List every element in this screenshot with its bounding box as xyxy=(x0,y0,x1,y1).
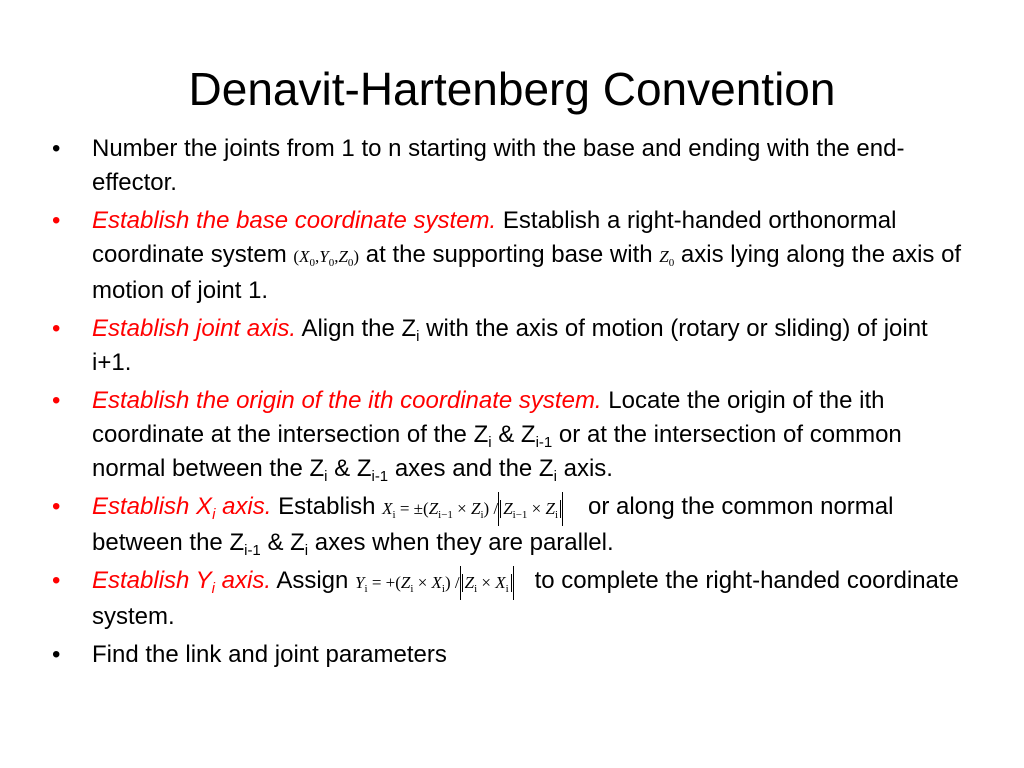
bullet-heading: Establish the origin of the ith coordinate system. xyxy=(92,387,602,414)
math-x-axis-formula: $X_i = \pm(Z_{i-1} \times Z_i) / Z_{i-1} \times Z_i$ xyxy=(382,499,567,518)
bullet-number-joints xyxy=(52,132,962,200)
bullet-joint-axis: • Establish joint axis. Align the $Z_i$ with the axis of motion (rotary or sliding) of joint i+1. xyxy=(52,312,962,380)
bullet-text: with the axis of motion (rotary or sliding) of joint i+1. xyxy=(92,315,928,376)
bullet-marker: • xyxy=(52,387,61,414)
bullet-x-axis: • Establish $X_i$ axis. Establish $X_i = \pm(Z_{i-1} \times Z_i) / Z_{i-1} \times Z_i$ or along the common normal between the $Z_{i-1}$ & $Z_i$ axes when they are parallel. xyxy=(52,490,962,560)
math-y-axis-formula: $Y_i = +(Z_i \times X_i) / Z_i \times X_i$ xyxy=(355,573,518,592)
bullet-y-axis xyxy=(52,564,962,634)
bullet-marker: • xyxy=(52,315,61,342)
bullet-text: Number the joints from 1 to n starting with the base and ending with the end-effector. xyxy=(92,135,905,196)
bullet-text: axis lying along the axis of motion of joint 1. xyxy=(92,241,962,304)
bullet-marker: • xyxy=(52,207,61,234)
bullet-text: Find the link and joint parameters xyxy=(92,641,447,668)
bullet-text: at the supporting base with xyxy=(359,241,660,268)
bullet-text: Locate the origin of the ith coordinate at the intersection of the Z xyxy=(92,387,885,448)
bullet-marker: • xyxy=(52,567,61,594)
bullet-text: Establish a right-handed orthonormal coordinate system xyxy=(92,207,897,268)
bullet-text: or along the common normal between the Z xyxy=(92,493,894,556)
bullet-text: Align the Z xyxy=(296,315,417,342)
bullet-text: Establish xyxy=(271,493,383,520)
bullet-list xyxy=(52,132,962,676)
bullet-heading: Establish joint axis. xyxy=(92,315,297,342)
math-z0: $Z_0$ xyxy=(659,247,675,269)
bullet-text: to complete the right-handed coordinate system. xyxy=(92,567,959,630)
bullet-link-joint-parameters xyxy=(52,638,962,672)
bullet-heading: Establish $X_i$ axis. xyxy=(92,493,272,523)
bullet-heading: Establish $Y_i$ axis. xyxy=(92,567,271,597)
bullet-base-coordinate-system xyxy=(52,204,962,308)
bullet-text: Assign xyxy=(270,567,356,594)
math-base-frame: $(X_0,Y_0,Z_0)$ xyxy=(293,247,360,269)
bullet-marker: • xyxy=(52,493,61,520)
bullet-origin-ith-system: • Establish the origin of the ith coordinate system. Locate the origin of the ith coordinate at the intersection of the $Z_i$ & $Z_{i-1}$ or at the intersection of common normal between the $Z_i$ & $Z_{i-1}$ axes and the $Z_i$ axis. xyxy=(52,384,962,486)
bullet-marker: • xyxy=(52,641,61,668)
bullet-marker: • xyxy=(52,135,61,162)
slide-title: Denavit-Hartenberg Convention xyxy=(188,63,836,115)
bullet-heading: Establish the base coordinate system. xyxy=(92,207,497,234)
